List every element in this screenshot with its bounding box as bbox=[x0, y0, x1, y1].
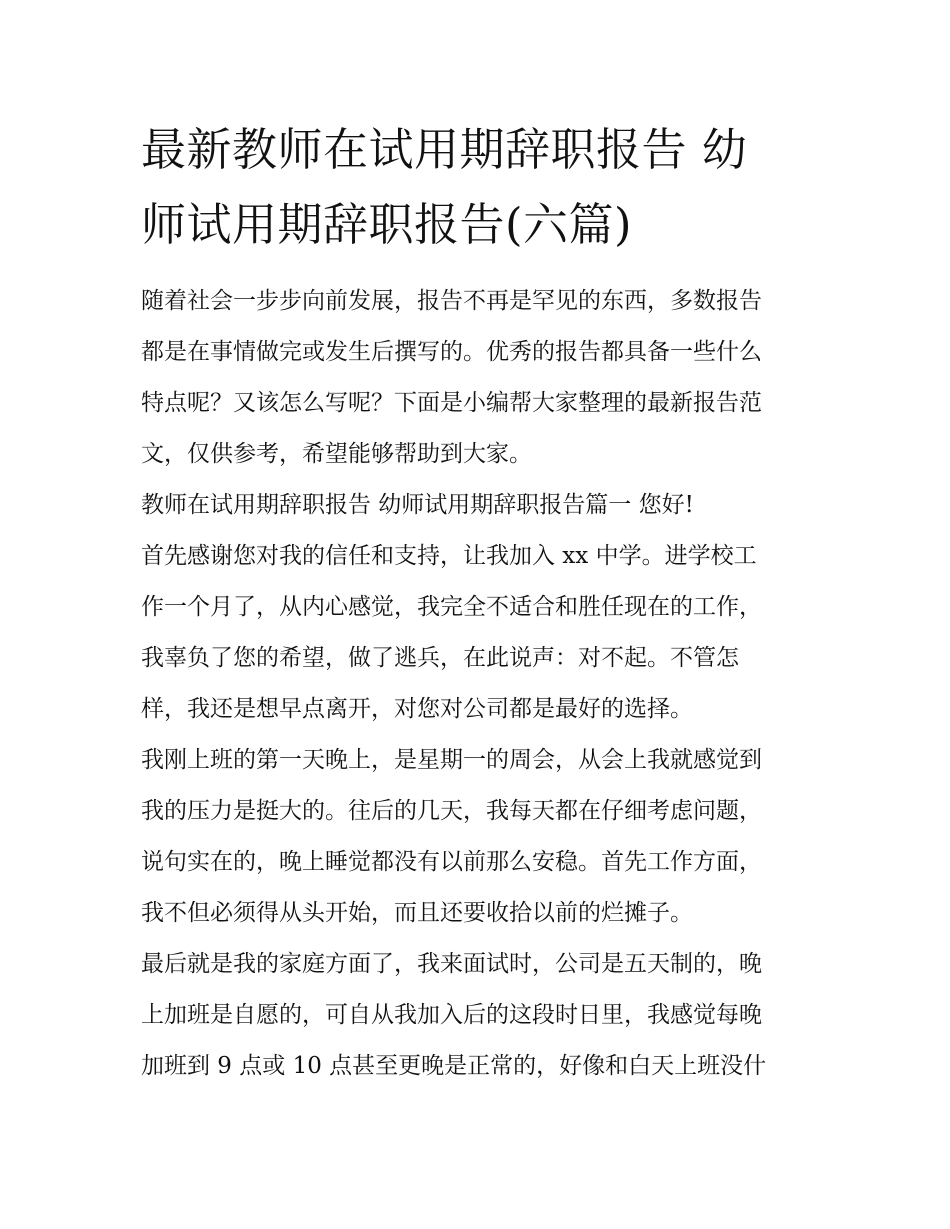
text-line: 加班到 9 点或 10 点甚至更晚是正常的，好像和白天上班没什 bbox=[141, 1053, 767, 1079]
text-line: 教师在试用期辞职报告 幼师试用期辞职报告篇一 您好! bbox=[141, 492, 694, 518]
text-line: 都是在事情做完或发生后撰写的。优秀的报告都具备一些什么 bbox=[141, 339, 762, 365]
body-paragraph bbox=[141, 939, 813, 1092]
text-line: 我不但必须得从头开始，而且还要收拾以前的烂摊子。 bbox=[141, 900, 693, 926]
text-line: 上加班是自愿的，可自从我加入后的这段时日里，我感觉每晚 bbox=[141, 1002, 762, 1028]
text-line: 我辜负了您的希望，做了逃兵，在此说声：对不起。不管怎 bbox=[141, 645, 739, 671]
text-line: 样，我还是想早点离开，对您对公司都是最好的选择。 bbox=[141, 696, 693, 722]
text-line: 文，仅供参考，希望能够帮助到大家。 bbox=[141, 441, 532, 467]
title-line: 师试用期辞职报告(六篇) bbox=[141, 198, 633, 251]
title-line: 最新教师在试用期辞职报告 幼 bbox=[141, 123, 748, 176]
body-paragraph bbox=[141, 531, 813, 735]
text-line: 最后就是我的家庭方面了，我来面试时，公司是五天制的，晚 bbox=[141, 951, 762, 977]
text-line: 随着社会一步步向前发展，报告不再是罕见的东西，多数报告 bbox=[141, 288, 762, 314]
text-line: 首先感谢您对我的信任和支持，让我加入 xx 中学。进学校工 bbox=[141, 543, 757, 569]
section-heading-paragraph bbox=[141, 480, 813, 531]
document-title bbox=[141, 112, 813, 262]
text-line: 说句实在的，晚上睡觉都没有以前那么安稳。首先工作方面， bbox=[141, 849, 762, 875]
intro-paragraph bbox=[141, 276, 813, 480]
text-line: 我刚上班的第一天晚上，是星期一的周会，从会上我就感觉到 bbox=[141, 747, 762, 773]
text-line: 特点呢？又该怎么写呢？下面是小编帮大家整理的最新报告范 bbox=[141, 390, 762, 416]
document-page bbox=[141, 112, 813, 1092]
body-paragraph bbox=[141, 735, 813, 939]
text-line: 作一个月了，从内心感觉，我完全不适合和胜任现在的工作， bbox=[141, 594, 762, 620]
text-line: 我的压力是挺大的。往后的几天，我每天都在仔细考虑问题， bbox=[141, 798, 762, 824]
